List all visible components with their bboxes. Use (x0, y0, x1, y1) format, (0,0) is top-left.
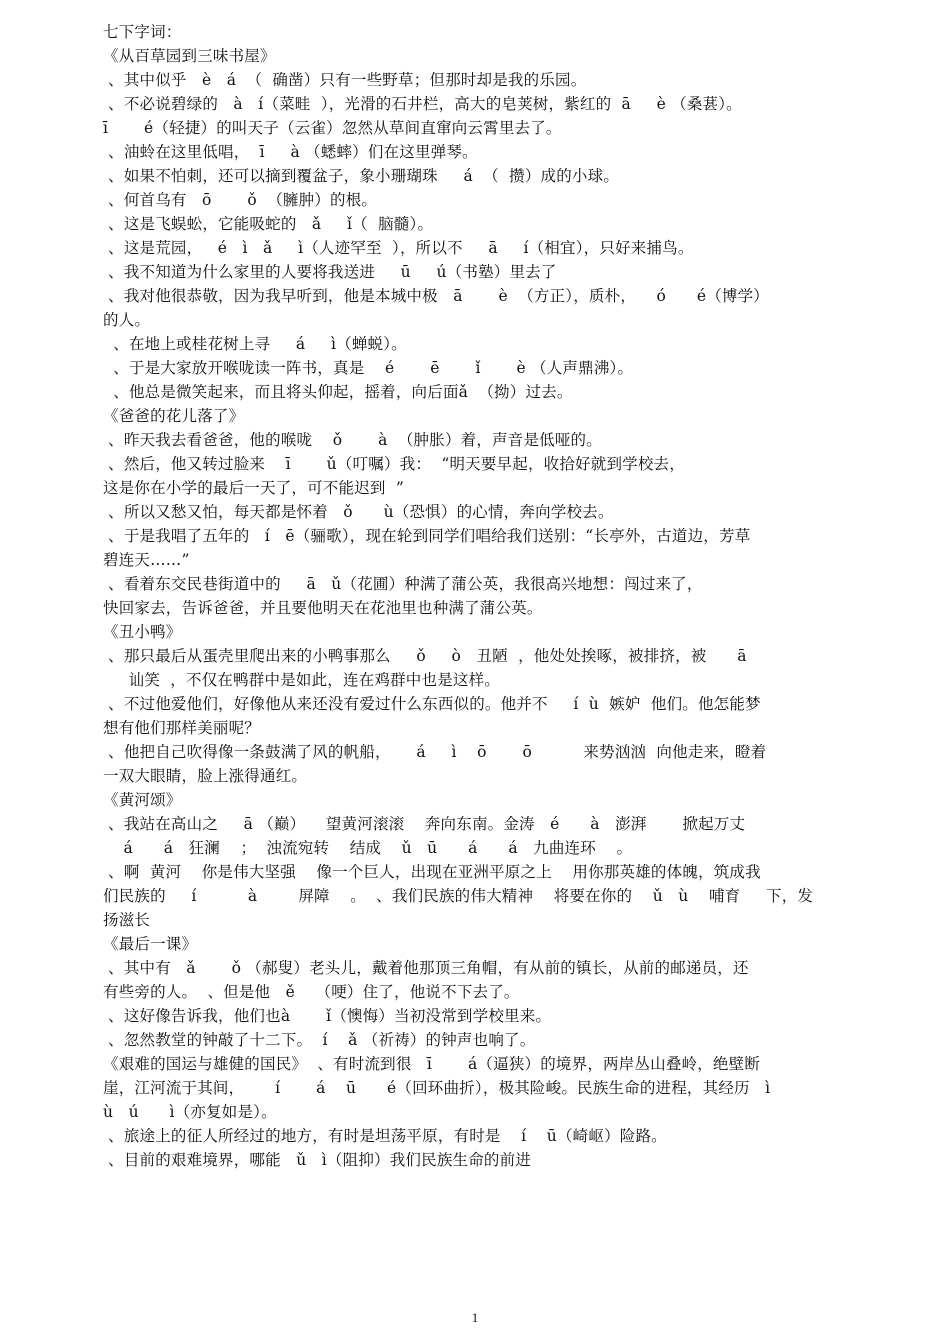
section-title: 《黄河颂》 (103, 791, 182, 809)
text-line: 、所以又愁又怕，每天都是怀着 ǒ ù（恐惧）的心情，奔向学校去。 (103, 503, 614, 521)
text-line: 、不必说碧绿的 à í（菜畦 ），光滑的石井栏，高大的皂荚树，紫红的 ā è （桑葚）。 (103, 95, 742, 113)
text-line: 、油蛉在这里低唱， ī à （蟋蟀）们在这里弹琴。 (103, 143, 478, 161)
text-line: 、那只最后从蛋壳里爬出来的小鸭事那么 ǒ ò 丑陋 ，他处处挨啄，被排挤，被 ā (103, 647, 747, 665)
text-line: 、这是荒园， é ì ǎ ì（人迹罕至 ），所以不 ā í（相宜），只好来捕鸟。 (103, 239, 694, 257)
text-line: 们民族的 í à 屏障 。 、我们民族的伟大精神 将要在你的 ǔ ù 哺育 下，发 (103, 887, 814, 905)
page-number: 1 (471, 1310, 479, 1325)
text-line: 、忽然教堂的钟敲了十二下。 í ǎ （祈祷）的钟声也响了。 (103, 1031, 536, 1049)
text-line: á á 狂澜 ； 浊流宛转 结成 ǔ ū á á 九曲连环 。 (103, 839, 633, 857)
text-line: 、其中似乎 è á （ 确凿）只有一些野草；但那时却是我的乐园。 (103, 71, 587, 89)
text-line: 一双大眼睛，脸上涨得通红。 (103, 767, 308, 785)
text-line: 、于是大家放开喉咙读一阵书，真是 é ē ǐ è （人声鼎沸）。 (103, 359, 634, 377)
text-line: 、何首乌有 ō ǒ （臃肿）的根。 (103, 191, 378, 209)
text-line: 想有他们那样美丽呢？ (103, 719, 261, 737)
text-line: 、于是我唱了五年的 í ē（骊歌），现在轮到同学们唱给我们送别：“长亭外，古道边，芳草 (103, 527, 751, 545)
text-line: 、这是飞蜈蚣，它能吸蛇的 ǎ ǐ（ 脑髓）。 (103, 215, 434, 233)
text-line: 讪笑 ，不仅在鸭群中是如此，连在鸡群中也是这样。 (103, 671, 500, 689)
section-title: 《丑小鸭》 (103, 623, 182, 641)
text-line: 、看着东交民巷街道中的 ā ǔ（花圃）种满了蒲公英，我很高兴地想：闯过来了， (103, 575, 703, 593)
text-line: 、旅途上的征人所经过的地方，有时是坦荡平原，有时是 í ū（崎岖）险路。 (103, 1127, 667, 1145)
document-body (103, 20, 887, 1172)
text-line: 、我站在高山之 ā （巅） 望黄河滚滚 奔向东南。金涛 é à 澎湃 掀起万丈 (103, 815, 746, 833)
text-line: 扬滋长 (103, 911, 151, 929)
text-line: ù ú ì（亦复如是）。 (103, 1103, 277, 1121)
text-line: 这是你在小学的最后一天了，可不能迟到 ” (103, 479, 404, 497)
section-title: 《最后一课》 (103, 935, 198, 953)
text-line: 七下字词： (103, 23, 182, 41)
text-line: 快回家去，告诉爸爸，并且要他明天在花池里也种满了蒲公英。 (103, 599, 543, 617)
text-line: 、其中有 ǎ ǒ （郝叟）老头儿，戴着他那顶三角帽，有从前的镇长，从前的邮递员，还 (103, 959, 749, 977)
section-title: 《从百草园到三味书屋》 (103, 47, 276, 65)
text-line: 、目前的艰难境界，哪能 ǔ ì（阻抑）我们民族生命的前进 (103, 1151, 532, 1169)
text-line: 、在地上或桂花树上寻 á ì（蝉蜕）。 (103, 335, 407, 353)
text-line: 、啊 黄河 你是伟大坚强 像一个巨人，出现在亚洲平原之上 用你那英雄的体魄，筑成我 (103, 863, 761, 881)
text-line: 的人。 (103, 311, 151, 329)
section-title: 《爸爸的花儿落了》 (103, 407, 245, 425)
text-line: 有些旁的人。 、但是他 ě （哽）住了，他说不下去了。 (103, 983, 520, 1001)
text-line: 、这好像告诉我，他们也à ǐ（懊悔）当初没常到学校里来。 (103, 1007, 552, 1025)
text-line: 、我对他很恭敬，因为我早听到，他是本城中极 ā è （方正），质朴， ó é（博学） (103, 287, 769, 305)
text-line: 、他总是微笑起来，而且将头仰起，摇着，向后面ǎ （拗）过去。 (103, 383, 573, 401)
text-line: 、然后，他又转过脸来 ī ǔ（叮嘱）我： “明天要早起，收拾好就到学校去， (103, 455, 685, 473)
text-line: ī é（轻捷）的叫天子（云雀）忽然从草间直窜向云霄里去了。 (103, 119, 562, 137)
text-line: 、我不知道为什么家里的人要将我送进 ū ú（书塾）里去了 (103, 263, 557, 281)
text-line: 碧连天……” (103, 551, 190, 569)
section-title: 《艰难的国运与雄健的国民》 、有时流到很 ī á（逼狭）的境界，两岸丛山叠岭，绝壁断 (103, 1055, 761, 1073)
text-line: 、昨天我去看爸爸，他的喉咙 ǒ à （肿胀）着，声音是低哑的。 (103, 431, 602, 449)
text-line: 、他把自己吹得像一条鼓满了风的帆船， á ì ō ō 来势汹汹 向他走来，瞪着 (103, 743, 767, 761)
text-line: 、如果不怕刺，还可以摘到覆盆子，象小珊瑚珠 á （ 攒）成的小球。 (103, 167, 620, 185)
text-line: 崖，江河流于其间， í á ū é（回环曲折），极其险峻。民族生命的进程，其经历 ì (103, 1079, 771, 1097)
text-line: 、不过他爱他们，好像他从来还没有爱过什么东西似的。他并不 í ù 嫉妒 他们。他怎能梦 (103, 695, 761, 713)
